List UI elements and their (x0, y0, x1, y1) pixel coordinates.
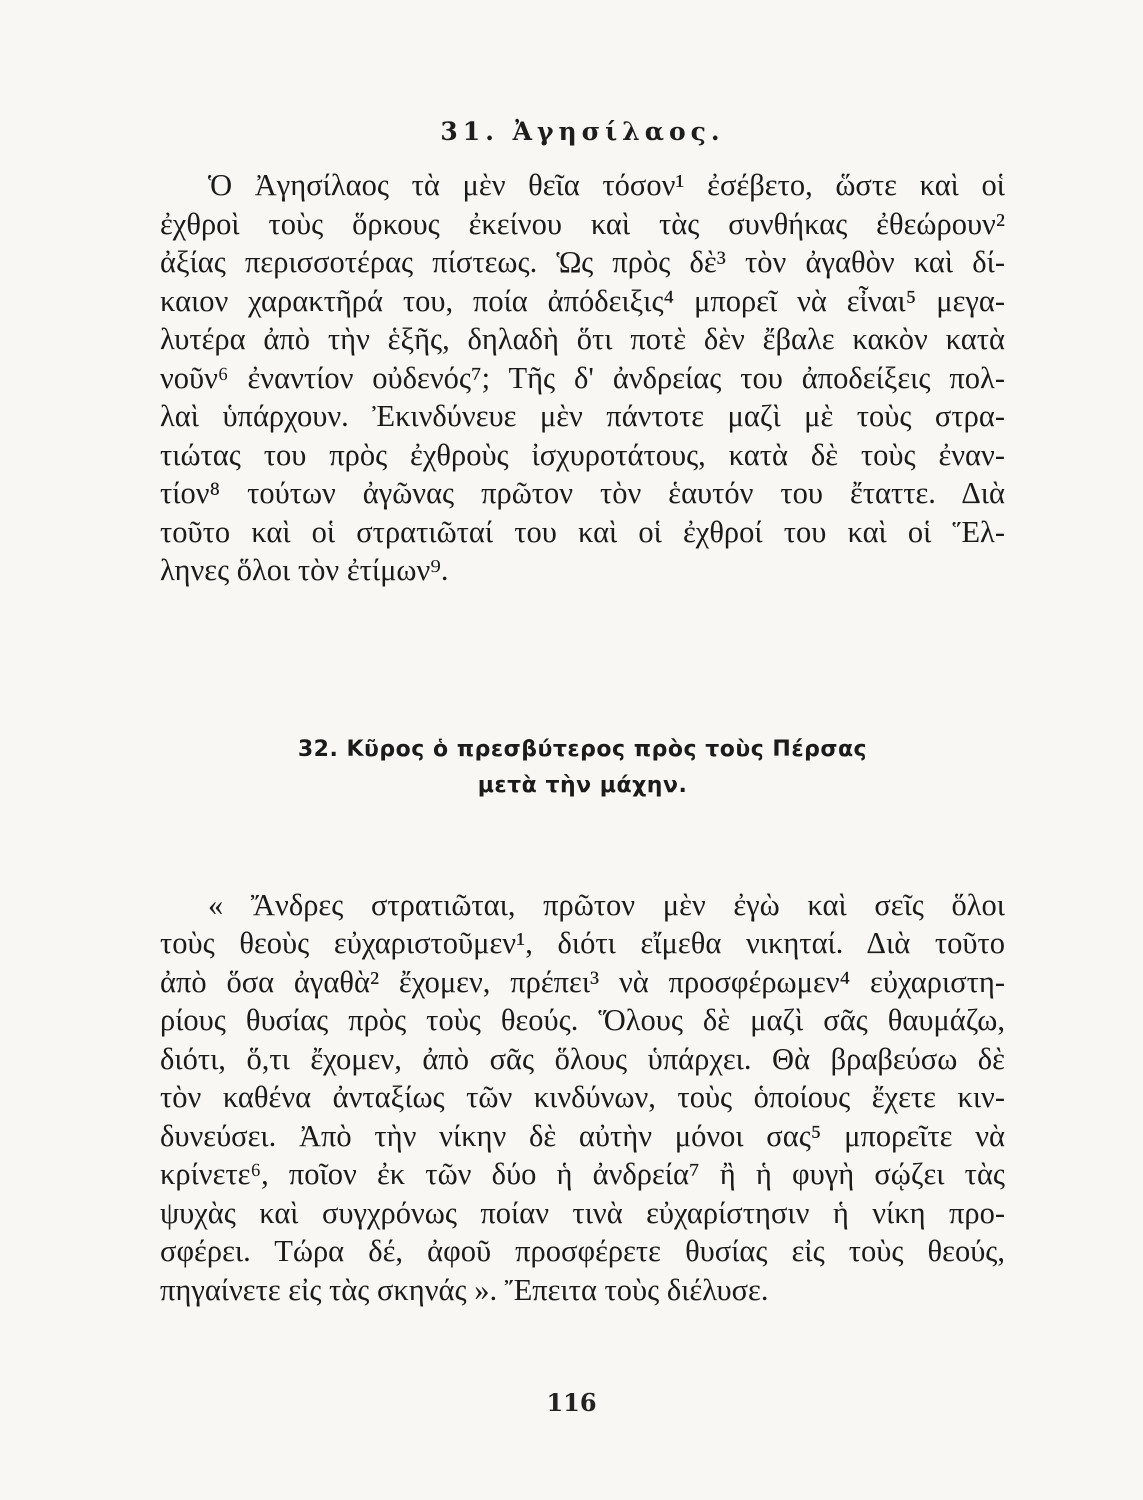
page-content (160, 110, 1005, 1309)
text-line: δυνεύσει. Ἀπὸ τὴν νίκην δὲ αὐτὴν μόνοι σας⁵ μπορεῖτε νὰ (160, 1118, 1005, 1153)
text-line: τοὺς θεοὺς εὐχαριστοῦμεν¹, διότι εἴμεθα νικηταί. Διὰ τοῦτο (160, 926, 1005, 960)
text-line: ρίους θυσίας πρὸς τοὺς θεούς. Ὅλους δὲ μαζὶ σᾶς θαυμάζω, (160, 1003, 1005, 1037)
text-line: Ὁ Ἀγησίλαος τὰ μὲν θεῖα τόσον¹ ἐσέβετο, ὥστε καὶ οἱ (208, 168, 1005, 202)
section-heading-32-line1: 32. Κῦρος ὁ πρεσβύτερος πρὸς τοὺς Πέρσας (297, 736, 868, 762)
text-line: ἀπὸ ὅσα ἀγαθὰ² ἔχομεν, πρέπει³ νὰ προσφέρωμεν⁴ εὐχαριστη- (160, 964, 1005, 999)
text-line: σφέρει. Τώρα δέ, ἀφοῦ προσφέρετε θυσίας εἰς τοὺς θεούς, (160, 1234, 1005, 1268)
text-line: ψυχὰς καὶ συγχρόνως ποίαν τινὰ εὐχαρίστησιν ἡ νίκη προ- (160, 1195, 1005, 1230)
text-line: καιον χαρακτῆρά του, ποία ἀπόδειξις⁴ μπορεῖ νὰ εἶναι⁵ μεγα- (160, 283, 1005, 318)
section-heading-32 (160, 732, 1005, 804)
text-line: τιώτας του πρὸς ἐχθροὺς ἰσχυροτάτους, κατὰ δὲ τοὺς ἐναν- (160, 437, 1005, 472)
text-line: « Ἄνδρες στρατιῶται, πρῶτον μὲν ἐγὼ καὶ σεῖς ὅλοι (208, 887, 1005, 922)
text-line: τοῦτο καὶ οἱ στρατιῶταί του καὶ οἱ ἐχθροί του καὶ οἱ Ἕλ- (160, 514, 1005, 549)
text-line: ἀξίας περισσοτέρας πίστεως. Ὡς πρὸς δὲ³ τὸν ἀγαθὸν καὶ δί- (160, 245, 1005, 279)
text-line: ἐχθροὶ τοὺς ὅρκους ἐκείνου καὶ τὰς συνθήκας ἐθεώρουν² (160, 206, 1005, 241)
text-line: λυτέρα ἀπὸ τὴν ἑξῆς, δηλαδὴ ὅτι ποτὲ δὲν ἔβαλε κακὸν κατὰ (160, 322, 1005, 356)
text-line: ληνες ὅλοι τὸν ἐτίμων⁹. (160, 553, 449, 587)
text-line: κρίνετε⁶, ποῖον ἐκ τῶν δύο ἡ ἀνδρεία⁷ ἢ ἡ φυγὴ σῴζει τὰς (160, 1157, 1005, 1191)
text-line: διότι, ὅ,τι ἔχομεν, ἀπὸ σᾶς ὅλους ὑπάρχει. Θὰ βραβεύσω δὲ (160, 1041, 1005, 1076)
text-line: τὸν καθένα ἀνταξίως τῶν κινδύνων, τοὺς ὁποίους ἔχετε κιν- (160, 1080, 1005, 1114)
text-line: τίον⁸ τούτων ἀγῶνας πρῶτον τὸν ἑαυτόν του ἔταττε. Διὰ (160, 476, 1005, 510)
section-heading-31: 31. Ἀγησίλαος. (440, 117, 725, 146)
text-line: νοῦν⁶ ἐναντίον οὐδενός⁷; Τῆς δ' ἀνδρείας του ἀποδείξεις πολ- (160, 360, 1005, 395)
text-line: πηγαίνετε εἰς τὰς σκηνάς ». Ἔπειτα τοὺς διέλυσε. (160, 1272, 769, 1307)
page-number: 116 (546, 1388, 597, 1417)
text-line: λαὶ ὑπάρχουν. Ἐκινδύνευε μὲν πάντοτε μαζὶ μὲ τοὺς στρα- (160, 399, 1005, 433)
section-31-paragraph (160, 166, 1005, 590)
section-32-paragraph (160, 886, 1005, 1310)
section-heading-32-line2: μετὰ τὴν μάχην. (477, 772, 688, 798)
